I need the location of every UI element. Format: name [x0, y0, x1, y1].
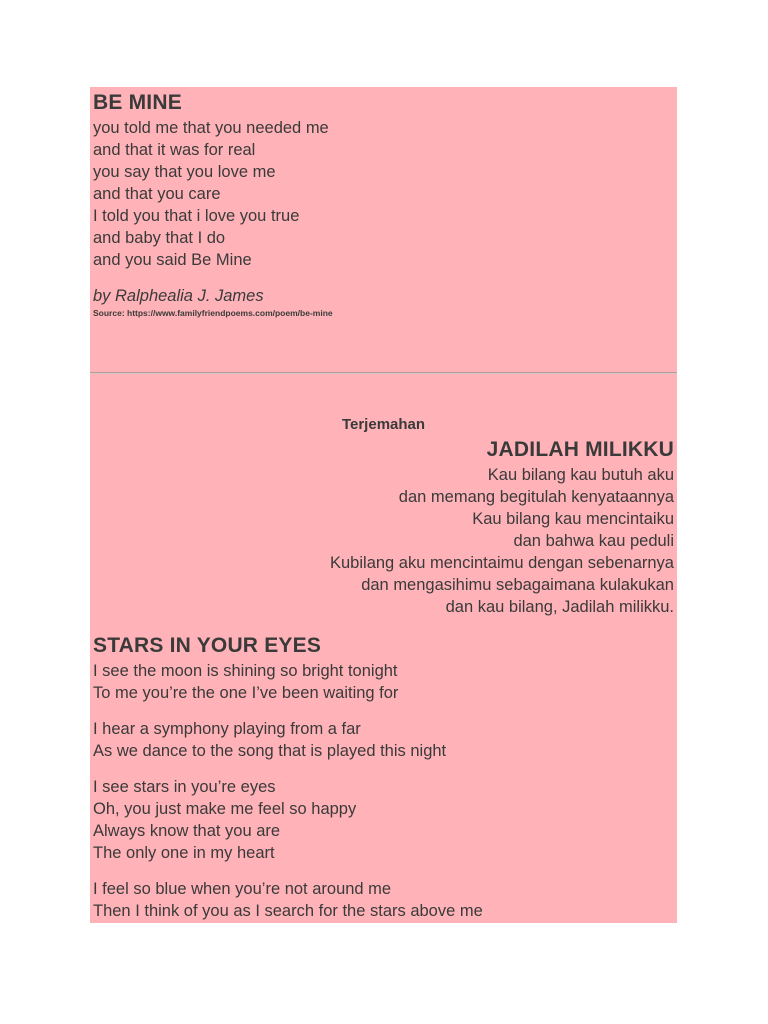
poem-line: To me you’re the one I’ve been waiting for [93, 684, 399, 702]
poem-line: dan kau bilang, Jadilah milikku. [445, 598, 674, 616]
poem-line: and that it was for real [93, 141, 256, 159]
poem-title: BE MINE [93, 91, 182, 114]
poem-stars-in-your-eyes [93, 632, 674, 936]
translation-label: Terjemahan [341, 416, 426, 433]
section-divider [90, 372, 677, 374]
poem-line: Oh, you just make me feel so happy [93, 800, 357, 818]
poem-stanza [93, 776, 674, 864]
poem-source: Source: https://www.familyfriendpoems.com/poem/be-mine [93, 308, 333, 318]
poem-line: The only one in my heart [93, 844, 275, 862]
poem-jadilah-milikku [93, 436, 674, 618]
poem-stanza [93, 878, 674, 922]
poem-line: you say that you love me [93, 163, 276, 181]
poem-line: I told you that i love you true [93, 207, 300, 225]
poem-stanza [93, 660, 674, 704]
poem-line: and that you care [93, 185, 221, 203]
poem-author: by Ralphealia J. James [93, 287, 264, 305]
poem-line: Kau bilang kau butuh aku [487, 466, 674, 484]
poem-line: dan bahwa kau peduli [513, 532, 674, 550]
poem-title: JADILAH MILIKKU [486, 438, 674, 461]
poem-line: dan mengasihimu sebagaimana kulakukan [361, 576, 674, 594]
poem-line: Kau bilang kau mencintaiku [472, 510, 674, 528]
poem-line: I hear a symphony playing from a far [93, 720, 361, 738]
poem-be-mine [93, 89, 674, 319]
poem-line: dan memang begitulah kenyataannya [398, 488, 674, 506]
document-page [90, 87, 677, 923]
poem-title: STARS IN YOUR EYES [93, 634, 322, 657]
poem-line: Then I think of you as I search for the stars above me [93, 902, 483, 920]
poem-line: and baby that I do [93, 229, 226, 247]
poem-line: As we dance to the song that is played this night [93, 742, 447, 760]
poem-line: I see stars in you’re eyes [93, 778, 276, 796]
poem-line: Kubilang aku mencintaimu dengan sebenarnya [330, 554, 674, 572]
poem-line: you told me that you needed me [93, 119, 329, 137]
poem-line: and you said Be Mine [93, 251, 252, 269]
poem-line: I see the moon is shining so bright tonight [93, 662, 398, 680]
poem-line: I feel so blue when you’re not around me [93, 880, 392, 898]
poem-stanza [93, 718, 674, 762]
poem-line: Always know that you are [93, 822, 281, 840]
